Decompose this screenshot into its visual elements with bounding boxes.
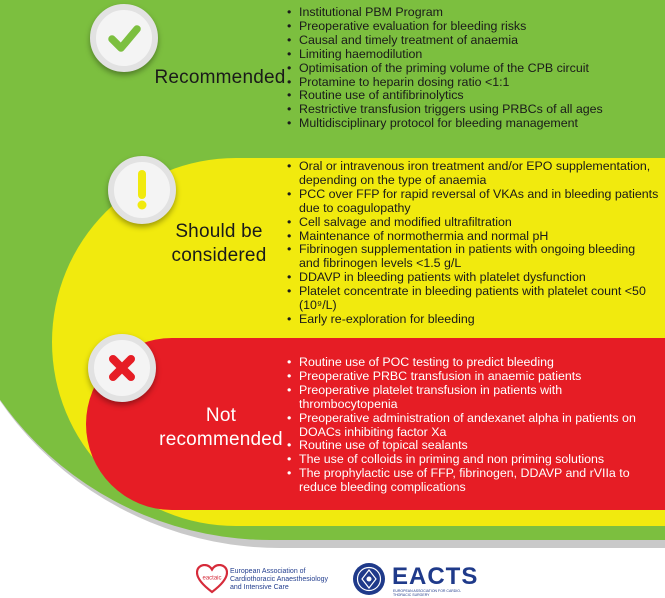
list-item: • Fibrinogen supplementation in patients with ongoing bleeding and fibrinogen levels <1.5 g/L [287, 243, 659, 271]
cross-icon [102, 348, 142, 388]
list-item: • The prophylactic use of FFP, fibrinogen, DDAVP and rVIIa to reduce bleeding complications [287, 467, 659, 495]
list-item: • Restrictive transfusion triggers using PRBCs of all ages [287, 103, 659, 117]
considered-label: Should be considered [171, 221, 267, 266]
list-item: • Preoperative evaluation for bleeding risks [287, 20, 659, 34]
logo-bar [0, 548, 665, 598]
list-item: • The use of colloids in priming and non priming solutions [287, 453, 659, 467]
list-item: • Causal and timely treatment of anaemia [287, 34, 659, 48]
not-recommended-badge [88, 334, 156, 402]
not-recommended-label: Not recommended [159, 405, 283, 450]
list-item: • Routine use of antifibrinolytics [287, 89, 659, 103]
eacts-subtitle: EUROPEAN ASSOCIATION FOR CARDIO-THORACIC SURGERY [393, 589, 462, 597]
eactaic-mark: eactaic [202, 575, 222, 582]
list-item: • Routine use of POC testing to predict bleeding [287, 356, 659, 370]
considered-badge [108, 156, 176, 224]
list-item: • Preoperative platelet transfusion in patients with thrombocytopenia [287, 384, 659, 412]
list-item: • Early re-exploration for bleeding [287, 313, 659, 327]
recommended-badge [90, 4, 158, 72]
list-item: • DDAVP in bleeding patients with platelet dysfunction [287, 271, 659, 285]
eacts-logo [352, 562, 479, 598]
considered-list [287, 160, 659, 327]
list-item: • Optimisation of the priming volume of the CPB circuit [287, 62, 659, 76]
list-item: • Protamine to heparin dosing ratio <1:1 [287, 76, 659, 90]
exclamation-icon [122, 168, 162, 212]
eacts-emblem-icon [352, 562, 386, 596]
check-icon [104, 18, 144, 58]
list-item: • Cell salvage and modified ultrafiltration [287, 216, 659, 230]
eacts-wordmark: EACTS [392, 563, 479, 590]
list-item: • Institutional PBM Program [287, 6, 659, 20]
list-item: • Platelet concentrate in bleeding patients with platelet count <50 (10⁹/L) [287, 285, 659, 313]
list-item: • Multidisciplinary protocol for bleeding management [287, 117, 659, 131]
recommended-label: Recommended [154, 67, 286, 88]
list-item: • PCC over FFP for rapid reversal of VKAs and in bleeding patients due to coagulopathy [287, 188, 659, 216]
list-item: • Oral or intravenous iron treatment and/or EPO supplementation, depending on the type of anaemia [287, 160, 659, 188]
eactaic-logo [196, 564, 336, 596]
list-item: • Maintenance of normothermia and normal pH [287, 230, 659, 244]
not-recommended-list [287, 356, 659, 495]
recommended-list [287, 6, 659, 131]
list-item: • Routine use of topical sealants [287, 439, 659, 453]
list-item: • Preoperative administration of andexanet alpha in patients on DOACs inhibiting factor Xa [287, 412, 659, 440]
list-item: • Limiting haemodilution [287, 48, 659, 62]
eactaic-name: European Association of Cardiothoracic Anaesthesiology and Intensive Care [230, 568, 329, 591]
heart-logo-icon [196, 564, 228, 594]
list-item: • Preoperative PRBC transfusion in anaemic patients [287, 370, 659, 384]
